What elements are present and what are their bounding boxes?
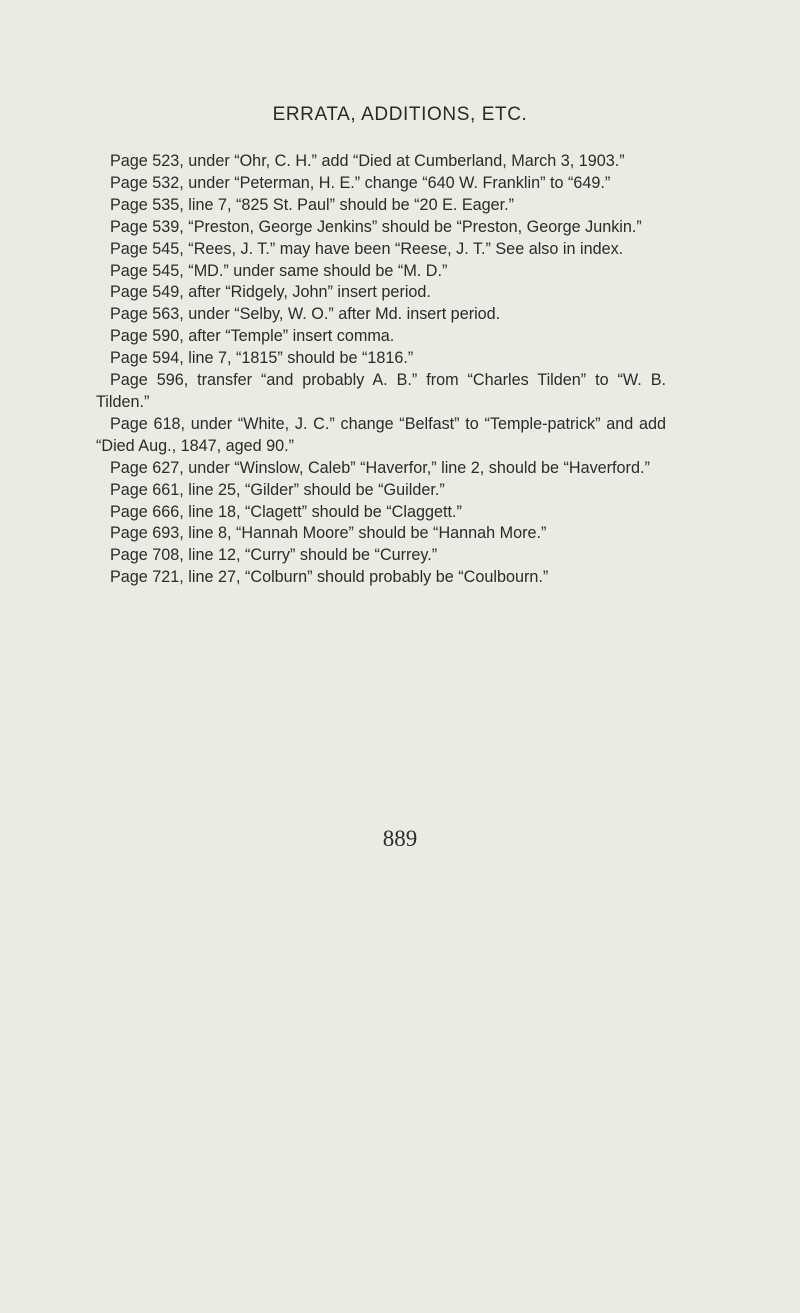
errata-entry: Page 549, after “Ridgely, John” insert period. [110, 283, 431, 302]
errata-entry: Page 596, transfer “and probably A. B.” from “Charles Tilden” to “W. B. Tilden.” [96, 371, 666, 411]
errata-entry: Page 523, under “Ohr, C. H.” add “Died at Cumberland, March 3, 1903.” [110, 152, 625, 170]
errata-entry: Page 661, line 25, “Gilder” should be “Guilder.” [110, 480, 445, 499]
page-heading: ERRATA, ADDITIONS, ETC. [272, 104, 528, 125]
errata-entry: Page 590, after “Temple” insert comma. [110, 327, 395, 346]
errata-entry: Page 532, under “Peterman, H. E.” change “640 W. Franklin” to “649.” [110, 173, 611, 192]
errata-entry: Page 545, “MD.” under same should be “M. D.” [110, 261, 448, 280]
errata-entry: Page 627, under “Winslow, Caleb” “Haverfor,” line 2, should be “Haverford.” [110, 458, 650, 477]
errata-entry: Page 539, “Preston, George Jenkins” should be “Preston, George Junkin.” [110, 217, 642, 236]
errata-entry: Page 545, “Rees, J. T.” may have been “Reese, J. T.” See also in index. [110, 239, 624, 258]
errata-entry: Page 721, line 27, “Colburn” should probably be “Coulbourn.” [110, 568, 549, 587]
errata-entry: Page 708, line 12, “Curry” should be “Currey.” [110, 546, 438, 565]
errata-entry: Page 618, under “White, J. C.” change “Belfast” to “Temple-patrick” and add “Died Aug., 1847, aged 90.” [96, 414, 666, 455]
page-number: 889 [382, 826, 418, 851]
errata-entry: Page 563, under “Selby, W. O.” after Md. insert period. [110, 305, 501, 324]
errata-list [96, 151, 666, 589]
errata-entry: Page 594, line 7, “1815” should be “1816.” [110, 349, 414, 368]
errata-entry: Page 535, line 7, “825 St. Paul” should be “20 E. Eager.” [110, 195, 515, 214]
errata-entry: Page 693, line 8, “Hannah Moore” should be “Hannah More.” [110, 524, 547, 543]
errata-entry: Page 666, line 18, “Clagett” should be “Claggett.” [110, 502, 462, 521]
